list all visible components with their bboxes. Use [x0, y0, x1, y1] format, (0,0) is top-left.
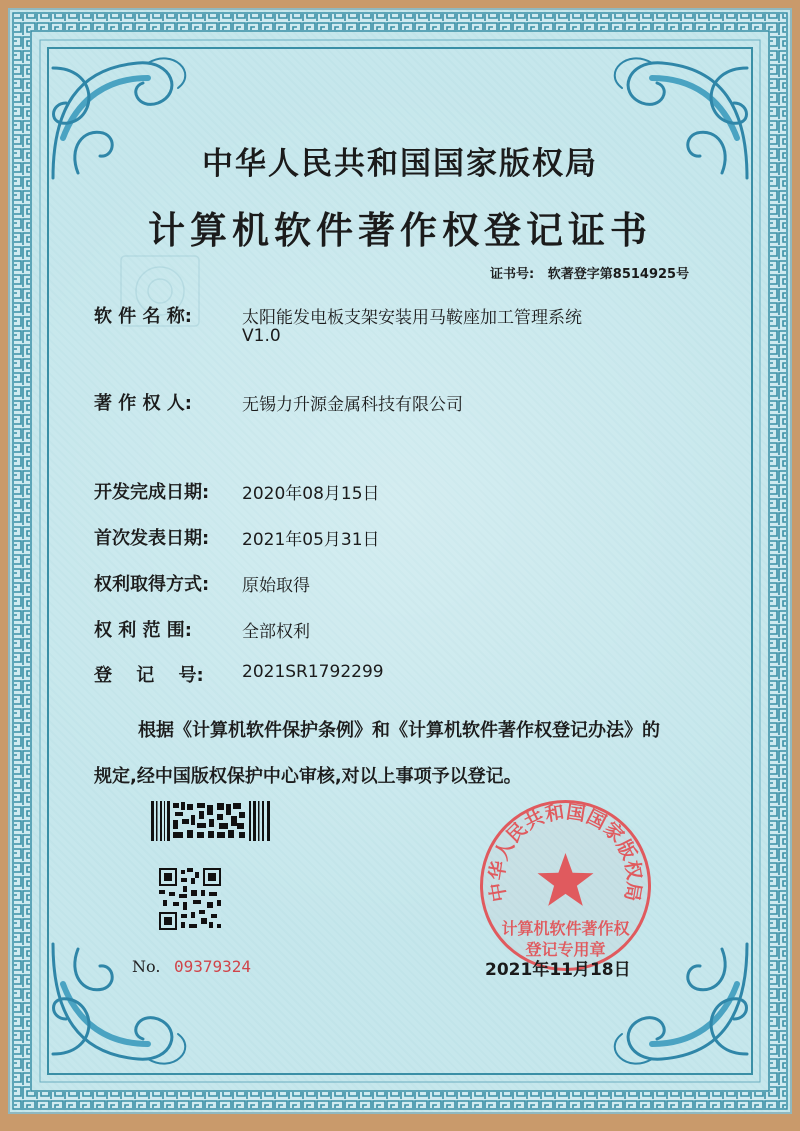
field-label-completion-date: 开发完成日期: [94, 482, 210, 503]
corner-ornament-bl [53, 944, 185, 1064]
field-label-copyright-owner: 著 作 权 人: [94, 393, 192, 414]
serial-number: 09379324 [174, 957, 252, 976]
field-value-publication-date: 2021年05月31日 [242, 530, 380, 550]
certificate-number-value: 软著登字第8514925号 [547, 267, 690, 282]
qr-code [159, 868, 221, 930]
certificate-page [8, 8, 792, 1114]
field-value-rights-scope: 全部权利 [242, 622, 310, 642]
seal-line-2: 登记专用章 [525, 940, 606, 959]
statement-line-1: 根据《计算机软件保护条例》和《计算机软件著作权登记办法》的 [138, 720, 660, 741]
field-value-software-version: V1.0 [242, 326, 281, 346]
field-value-completion-date: 2020年08月15日 [242, 484, 380, 504]
field-label-acquisition-method: 权利取得方式: [94, 574, 210, 595]
barcode [151, 801, 271, 841]
issuing-authority-title: 中华人民共和国国家版权局 [202, 146, 598, 182]
field-label-registration-number: 登 记 号: [94, 665, 204, 686]
seal-line-1: 计算机软件著作权 [501, 919, 630, 938]
statement-line-2: 规定,经中国版权保护中心审核,对以上事项予以登记。 [94, 766, 522, 787]
certificate-title: 计算机软件著作权登记证书 [148, 208, 652, 252]
field-label-rights-scope: 权 利 范 围: [94, 620, 192, 641]
field-label-publication-date: 首次发表日期: [94, 528, 210, 549]
seal-ring-text: 中华人民共和国国家版权局 [485, 801, 646, 904]
field-value-registration-number: 2021SR1792299 [242, 662, 384, 682]
certificate-number-label: 证书号: [490, 267, 535, 282]
field-label-software-name: 软 件 名 称: [94, 306, 192, 327]
official-seal [478, 798, 653, 973]
serial-prefix: No. [132, 957, 161, 976]
issue-date: 2021年11月18日 [485, 960, 631, 980]
field-value-acquisition-method: 原始取得 [242, 576, 310, 596]
field-value-copyright-owner: 无锡力升源金属科技有限公司 [242, 395, 463, 415]
certificate-number [490, 263, 689, 282]
field-value-software-name: 太阳能发电板支架安装用马鞍座加工管理系统 [242, 308, 582, 328]
